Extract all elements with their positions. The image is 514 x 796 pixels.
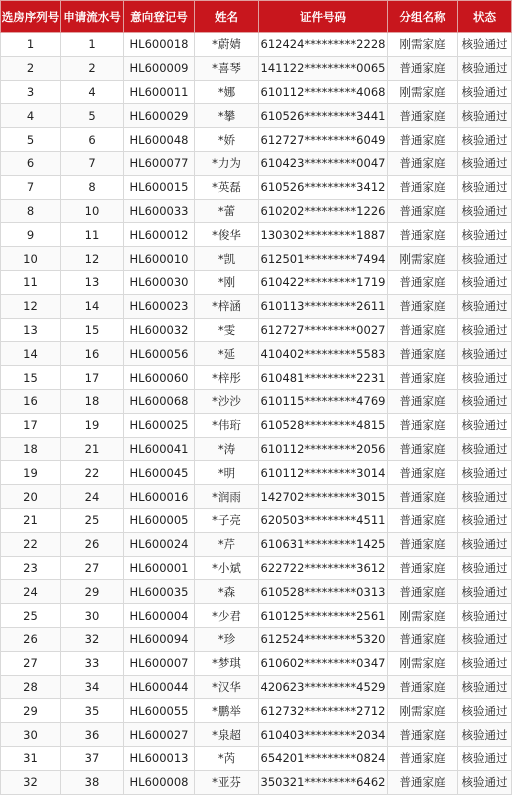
cell-id-number: 610202*********1226 <box>259 199 388 223</box>
cell-selection-seq: 4 <box>1 104 61 128</box>
cell-id-number: 612501*********7494 <box>259 247 388 271</box>
cell-id-number: 610481*********2231 <box>259 366 388 390</box>
cell-application-no: 22 <box>61 461 124 485</box>
cell-selection-seq: 14 <box>1 342 61 366</box>
cell-group: 普通家庭 <box>388 104 458 128</box>
cell-application-no: 4 <box>61 80 124 104</box>
cell-group: 普通家庭 <box>388 270 458 294</box>
cell-name: *伟珩 <box>195 413 259 437</box>
cell-id-number: 610526*********3441 <box>259 104 388 128</box>
table-row <box>1 33 512 57</box>
header-name: 姓名 <box>195 1 259 33</box>
cell-selection-seq: 20 <box>1 485 61 509</box>
cell-group: 普通家庭 <box>388 437 458 461</box>
cell-group: 刚需家庭 <box>388 33 458 57</box>
table-row <box>1 342 512 366</box>
cell-id-number: 610113*********2611 <box>259 294 388 318</box>
cell-application-no: 8 <box>61 175 124 199</box>
cell-application-no: 38 <box>61 770 124 794</box>
cell-status: 核验通过 <box>458 413 512 437</box>
cell-status: 核验通过 <box>458 746 512 770</box>
cell-status: 核验通过 <box>458 651 512 675</box>
cell-status: 核验通过 <box>458 128 512 152</box>
cell-status: 核验通过 <box>458 604 512 628</box>
cell-id-number: 610528*********0313 <box>259 580 388 604</box>
cell-registration-no: HL600060 <box>124 366 195 390</box>
cell-name: *鹏举 <box>195 699 259 723</box>
cell-application-no: 36 <box>61 723 124 747</box>
cell-name: *俊华 <box>195 223 259 247</box>
cell-selection-seq: 1 <box>1 33 61 57</box>
cell-group: 普通家庭 <box>388 627 458 651</box>
cell-selection-seq: 29 <box>1 699 61 723</box>
cell-selection-seq: 27 <box>1 651 61 675</box>
cell-application-no: 17 <box>61 366 124 390</box>
cell-id-number: 141122*********0065 <box>259 56 388 80</box>
header-registration-no: 意向登记号 <box>124 1 195 33</box>
cell-status: 核验通过 <box>458 33 512 57</box>
table-body <box>1 33 512 795</box>
cell-name: *沙沙 <box>195 389 259 413</box>
cell-group: 普通家庭 <box>388 413 458 437</box>
cell-selection-seq: 23 <box>1 556 61 580</box>
cell-application-no: 32 <box>61 627 124 651</box>
cell-group: 普通家庭 <box>388 199 458 223</box>
cell-name: *刚 <box>195 270 259 294</box>
table-row <box>1 151 512 175</box>
cell-application-no: 5 <box>61 104 124 128</box>
cell-id-number: 610631*********1425 <box>259 532 388 556</box>
table-row <box>1 699 512 723</box>
cell-status: 核验通过 <box>458 80 512 104</box>
cell-registration-no: HL600016 <box>124 485 195 509</box>
cell-registration-no: HL600068 <box>124 389 195 413</box>
cell-status: 核验通过 <box>458 366 512 390</box>
cell-status: 核验通过 <box>458 556 512 580</box>
cell-name: *英磊 <box>195 175 259 199</box>
table-row <box>1 508 512 532</box>
header-row <box>1 1 512 33</box>
cell-id-number: 610403*********2034 <box>259 723 388 747</box>
cell-status: 核验通过 <box>458 247 512 271</box>
cell-selection-seq: 12 <box>1 294 61 318</box>
cell-application-no: 33 <box>61 651 124 675</box>
table-row <box>1 366 512 390</box>
cell-id-number: 130302*********1887 <box>259 223 388 247</box>
table-row <box>1 294 512 318</box>
cell-id-number: 610526*********3412 <box>259 175 388 199</box>
table-row <box>1 485 512 509</box>
table-row <box>1 437 512 461</box>
cell-selection-seq: 9 <box>1 223 61 247</box>
cell-registration-no: HL600023 <box>124 294 195 318</box>
table-row <box>1 461 512 485</box>
cell-selection-seq: 30 <box>1 723 61 747</box>
cell-id-number: 142702*********3015 <box>259 485 388 509</box>
cell-group: 普通家庭 <box>388 342 458 366</box>
cell-registration-no: HL600009 <box>124 56 195 80</box>
cell-id-number: 620503*********4511 <box>259 508 388 532</box>
table-row <box>1 80 512 104</box>
cell-id-number: 610115*********4769 <box>259 389 388 413</box>
cell-registration-no: HL600004 <box>124 604 195 628</box>
cell-name: *少君 <box>195 604 259 628</box>
cell-selection-seq: 24 <box>1 580 61 604</box>
cell-name: *梦琪 <box>195 651 259 675</box>
cell-id-number: 610422*********1719 <box>259 270 388 294</box>
cell-application-no: 7 <box>61 151 124 175</box>
cell-id-number: 410402*********5583 <box>259 342 388 366</box>
cell-group: 普通家庭 <box>388 389 458 413</box>
cell-id-number: 612727*********6049 <box>259 128 388 152</box>
cell-registration-no: HL600041 <box>124 437 195 461</box>
cell-group: 普通家庭 <box>388 175 458 199</box>
cell-application-no: 35 <box>61 699 124 723</box>
cell-application-no: 29 <box>61 580 124 604</box>
cell-status: 核验通过 <box>458 56 512 80</box>
cell-selection-seq: 31 <box>1 746 61 770</box>
cell-status: 核验通过 <box>458 627 512 651</box>
cell-selection-seq: 16 <box>1 389 61 413</box>
table-row <box>1 746 512 770</box>
cell-registration-no: HL600013 <box>124 746 195 770</box>
cell-id-number: 610423*********0047 <box>259 151 388 175</box>
cell-group: 刚需家庭 <box>388 80 458 104</box>
table-row <box>1 56 512 80</box>
cell-application-no: 30 <box>61 604 124 628</box>
cell-group: 普通家庭 <box>388 580 458 604</box>
cell-group: 普通家庭 <box>388 485 458 509</box>
cell-selection-seq: 7 <box>1 175 61 199</box>
cell-status: 核验通过 <box>458 270 512 294</box>
cell-selection-seq: 3 <box>1 80 61 104</box>
cell-status: 核验通过 <box>458 675 512 699</box>
cell-id-number: 610112*********2056 <box>259 437 388 461</box>
cell-selection-seq: 13 <box>1 318 61 342</box>
cell-registration-no: HL600035 <box>124 580 195 604</box>
cell-selection-seq: 10 <box>1 247 61 271</box>
cell-id-number: 610112*********3014 <box>259 461 388 485</box>
cell-id-number: 654201*********0824 <box>259 746 388 770</box>
cell-group: 普通家庭 <box>388 318 458 342</box>
cell-registration-no: HL600077 <box>124 151 195 175</box>
cell-name: *亚芬 <box>195 770 259 794</box>
header-id-number: 证件号码 <box>259 1 388 33</box>
cell-application-no: 15 <box>61 318 124 342</box>
cell-application-no: 14 <box>61 294 124 318</box>
cell-registration-no: HL600027 <box>124 723 195 747</box>
cell-group: 刚需家庭 <box>388 651 458 675</box>
cell-status: 核验通过 <box>458 175 512 199</box>
cell-application-no: 2 <box>61 56 124 80</box>
table-row <box>1 199 512 223</box>
cell-group: 普通家庭 <box>388 128 458 152</box>
cell-selection-seq: 28 <box>1 675 61 699</box>
cell-status: 核验通过 <box>458 318 512 342</box>
cell-group: 普通家庭 <box>388 56 458 80</box>
table-row <box>1 128 512 152</box>
cell-registration-no: HL600044 <box>124 675 195 699</box>
cell-registration-no: HL600048 <box>124 128 195 152</box>
table-row <box>1 104 512 128</box>
cell-registration-no: HL600012 <box>124 223 195 247</box>
table-row <box>1 675 512 699</box>
table-row <box>1 389 512 413</box>
cell-name: *蕾 <box>195 199 259 223</box>
table-row <box>1 723 512 747</box>
cell-status: 核验通过 <box>458 580 512 604</box>
cell-status: 核验通过 <box>458 770 512 794</box>
table-row <box>1 175 512 199</box>
table-row <box>1 580 512 604</box>
cell-status: 核验通过 <box>458 294 512 318</box>
cell-status: 核验通过 <box>458 485 512 509</box>
cell-status: 核验通过 <box>458 532 512 556</box>
cell-name: *娜 <box>195 80 259 104</box>
table-row <box>1 556 512 580</box>
header-group: 分组名称 <box>388 1 458 33</box>
cell-registration-no: HL600018 <box>124 33 195 57</box>
cell-group: 普通家庭 <box>388 556 458 580</box>
table-row <box>1 413 512 437</box>
cell-registration-no: HL600001 <box>124 556 195 580</box>
header-status: 状态 <box>458 1 512 33</box>
cell-registration-no: HL600029 <box>124 104 195 128</box>
cell-selection-seq: 5 <box>1 128 61 152</box>
cell-application-no: 10 <box>61 199 124 223</box>
cell-status: 核验通过 <box>458 461 512 485</box>
cell-id-number: 612424*********2228 <box>259 33 388 57</box>
cell-group: 普通家庭 <box>388 532 458 556</box>
cell-application-no: 18 <box>61 389 124 413</box>
cell-group: 普通家庭 <box>388 223 458 247</box>
cell-group: 刚需家庭 <box>388 247 458 271</box>
cell-application-no: 25 <box>61 508 124 532</box>
cell-registration-no: HL600008 <box>124 770 195 794</box>
cell-id-number: 420623*********4529 <box>259 675 388 699</box>
cell-application-no: 24 <box>61 485 124 509</box>
cell-name: *子亮 <box>195 508 259 532</box>
cell-selection-seq: 15 <box>1 366 61 390</box>
cell-id-number: 610112*********4068 <box>259 80 388 104</box>
cell-name: *芹 <box>195 532 259 556</box>
cell-status: 核验通过 <box>458 508 512 532</box>
cell-group: 刚需家庭 <box>388 604 458 628</box>
table-row <box>1 770 512 794</box>
cell-status: 核验通过 <box>458 223 512 247</box>
table-header <box>1 1 512 33</box>
cell-status: 核验通过 <box>458 342 512 366</box>
cell-group: 普通家庭 <box>388 723 458 747</box>
cell-registration-no: HL600033 <box>124 199 195 223</box>
cell-name: *喜琴 <box>195 56 259 80</box>
cell-registration-no: HL600045 <box>124 461 195 485</box>
cell-group: 普通家庭 <box>388 366 458 390</box>
cell-id-number: 612524*********5320 <box>259 627 388 651</box>
cell-registration-no: HL600030 <box>124 270 195 294</box>
cell-name: *凯 <box>195 247 259 271</box>
cell-id-number: 610602*********0347 <box>259 651 388 675</box>
cell-group: 普通家庭 <box>388 675 458 699</box>
cell-id-number: 612727*********0027 <box>259 318 388 342</box>
cell-registration-no: HL600094 <box>124 627 195 651</box>
cell-id-number: 610125*********2561 <box>259 604 388 628</box>
cell-registration-no: HL600025 <box>124 413 195 437</box>
cell-selection-seq: 21 <box>1 508 61 532</box>
cell-name: *攀 <box>195 104 259 128</box>
header-selection-seq: 选房序列号 <box>1 1 61 33</box>
cell-name: *珍 <box>195 627 259 651</box>
table-row <box>1 223 512 247</box>
cell-status: 核验通过 <box>458 104 512 128</box>
cell-registration-no: HL600056 <box>124 342 195 366</box>
cell-registration-no: HL600024 <box>124 532 195 556</box>
cell-application-no: 34 <box>61 675 124 699</box>
cell-status: 核验通过 <box>458 199 512 223</box>
cell-name: *力为 <box>195 151 259 175</box>
cell-id-number: 622722*********3612 <box>259 556 388 580</box>
table-row <box>1 318 512 342</box>
header-application-no: 申请流水号 <box>61 1 124 33</box>
cell-group: 普通家庭 <box>388 746 458 770</box>
cell-name: *森 <box>195 580 259 604</box>
cell-name: *润雨 <box>195 485 259 509</box>
cell-application-no: 27 <box>61 556 124 580</box>
table-row <box>1 627 512 651</box>
cell-group: 普通家庭 <box>388 151 458 175</box>
cell-status: 核验通过 <box>458 437 512 461</box>
cell-group: 普通家庭 <box>388 508 458 532</box>
cell-registration-no: HL600007 <box>124 651 195 675</box>
cell-selection-seq: 8 <box>1 199 61 223</box>
cell-application-no: 37 <box>61 746 124 770</box>
table-row <box>1 270 512 294</box>
cell-selection-seq: 17 <box>1 413 61 437</box>
cell-name: *娇 <box>195 128 259 152</box>
cell-name: *雯 <box>195 318 259 342</box>
cell-status: 核验通过 <box>458 389 512 413</box>
table-row <box>1 532 512 556</box>
cell-application-no: 21 <box>61 437 124 461</box>
cell-status: 核验通过 <box>458 151 512 175</box>
cell-group: 刚需家庭 <box>388 699 458 723</box>
table-row <box>1 651 512 675</box>
cell-name: *芮 <box>195 746 259 770</box>
cell-registration-no: HL600005 <box>124 508 195 532</box>
cell-name: *延 <box>195 342 259 366</box>
table-row <box>1 604 512 628</box>
cell-application-no: 1 <box>61 33 124 57</box>
cell-id-number: 612732*********2712 <box>259 699 388 723</box>
cell-selection-seq: 22 <box>1 532 61 556</box>
cell-registration-no: HL600032 <box>124 318 195 342</box>
cell-status: 核验通过 <box>458 699 512 723</box>
cell-application-no: 16 <box>61 342 124 366</box>
cell-application-no: 6 <box>61 128 124 152</box>
cell-id-number: 350321*********6462 <box>259 770 388 794</box>
cell-selection-seq: 11 <box>1 270 61 294</box>
cell-selection-seq: 6 <box>1 151 61 175</box>
cell-application-no: 19 <box>61 413 124 437</box>
cell-application-no: 12 <box>61 247 124 271</box>
cell-registration-no: HL600011 <box>124 80 195 104</box>
cell-name: *涛 <box>195 437 259 461</box>
cell-name: *小斌 <box>195 556 259 580</box>
cell-selection-seq: 25 <box>1 604 61 628</box>
table-row <box>1 247 512 271</box>
cell-registration-no: HL600010 <box>124 247 195 271</box>
cell-selection-seq: 26 <box>1 627 61 651</box>
cell-application-no: 26 <box>61 532 124 556</box>
cell-status: 核验通过 <box>458 723 512 747</box>
cell-selection-seq: 18 <box>1 437 61 461</box>
cell-name: *蔚婧 <box>195 33 259 57</box>
cell-application-no: 11 <box>61 223 124 247</box>
cell-application-no: 13 <box>61 270 124 294</box>
cell-selection-seq: 32 <box>1 770 61 794</box>
cell-selection-seq: 19 <box>1 461 61 485</box>
cell-group: 普通家庭 <box>388 770 458 794</box>
cell-name: *泉超 <box>195 723 259 747</box>
cell-group: 普通家庭 <box>388 294 458 318</box>
cell-name: *明 <box>195 461 259 485</box>
cell-name: *梓彤 <box>195 366 259 390</box>
cell-name: *梓涵 <box>195 294 259 318</box>
cell-id-number: 610528*********4815 <box>259 413 388 437</box>
cell-group: 普通家庭 <box>388 461 458 485</box>
cell-name: *汉华 <box>195 675 259 699</box>
cell-registration-no: HL600015 <box>124 175 195 199</box>
cell-registration-no: HL600055 <box>124 699 195 723</box>
cell-selection-seq: 2 <box>1 56 61 80</box>
